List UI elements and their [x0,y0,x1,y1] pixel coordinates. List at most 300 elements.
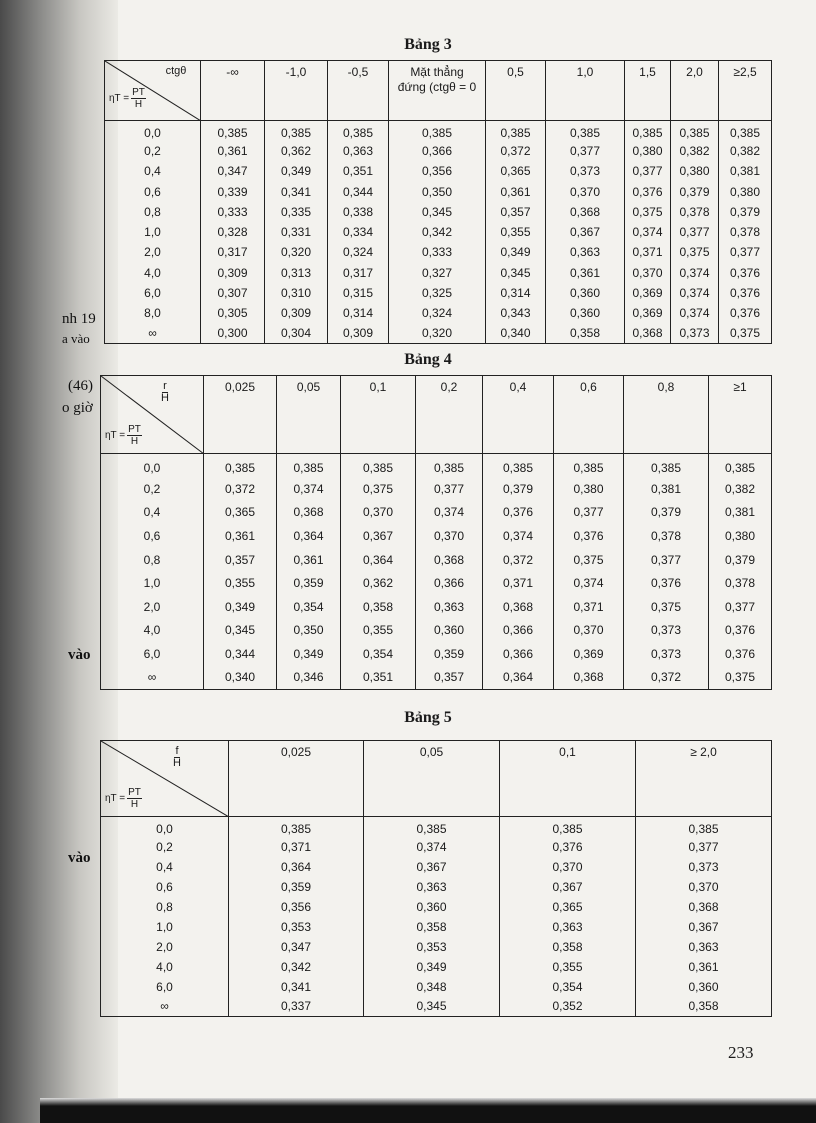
table3-row-label: 0,8 [105,202,201,222]
table3-cell: 0,331 [265,222,328,242]
table4-cell: 0,376 [624,571,709,595]
table3-cell: 0,351 [328,161,389,181]
table4-cell: 0,349 [204,595,277,619]
table3-cell: 0,366 [389,141,486,161]
table3-cell: 0,382 [719,141,772,161]
table5-cell: 0,364 [229,857,364,877]
table3-cell: 0,375 [719,323,772,343]
table3-cell: 0,385 [671,121,719,141]
table3-cell: 0,334 [328,222,389,242]
table3-cell: 0,324 [328,242,389,262]
table3-header: 2,0 [671,61,719,121]
table4-cell: 0,372 [483,548,554,572]
table4-cell: 0,372 [624,666,709,690]
table5-cell: 0,370 [636,877,772,897]
table3-cell: 0,320 [265,242,328,262]
table4-cell: 0,381 [709,501,772,525]
frac-denominator: H [130,436,139,447]
table3-cell: 0,368 [546,202,625,222]
table4-cell: 0,370 [554,619,624,643]
table3-row [105,202,772,222]
table4-cell: 0,372 [204,477,277,501]
table5-row [101,957,772,977]
table3-cell: 0,340 [486,323,546,343]
table3-row-label: 4,0 [105,263,201,283]
frac-denominator: H [130,799,139,810]
table5-cell: 0,354 [500,977,636,997]
table3-cell: 0,317 [328,263,389,283]
table5-caption: Bảng 5 [404,709,452,726]
table3-row-label: 1,0 [105,222,201,242]
table3-cell: 0,309 [201,263,265,283]
table5-cell: 0,385 [636,817,772,837]
table3-caption: Bảng 3 [404,36,452,53]
eta-label: ηT = [109,93,130,104]
table4-cell: 0,365 [204,501,277,525]
table3-cell: 0,307 [201,283,265,303]
table4-cell: 0,368 [277,501,341,525]
table3 [104,60,772,344]
table4-row [101,501,772,525]
table4-cell: 0,366 [483,642,554,666]
table3-cell: 0,309 [328,323,389,343]
table4-cell: 0,371 [554,595,624,619]
table3-cell: 0,344 [328,181,389,201]
table4-row-label: 0,6 [101,524,204,548]
table3-cell: 0,385 [625,121,671,141]
table3-cell: 0,355 [486,222,546,242]
table4-row-label: 2,0 [101,595,204,619]
table3-cell: 0,369 [625,283,671,303]
table5-header: 0,05 [364,741,500,817]
table4-cell: 0,374 [483,524,554,548]
table3-cell: 0,385 [486,121,546,141]
table5-cell: 0,358 [500,937,636,957]
table4-cell: 0,374 [277,477,341,501]
table4-cell: 0,350 [277,619,341,643]
table3-row-label: 2,0 [105,242,201,262]
margin-fragment: a vào [62,331,90,346]
table3-header: 1,0 [546,61,625,121]
table3-row [105,303,772,323]
table5-row [101,837,772,857]
frac-numerator: PT [132,87,145,98]
table4-header: 0,4 [483,376,554,454]
table3-header: -0,5 [328,61,389,121]
table3-cell: 0,305 [201,303,265,323]
table5-cell: 0,353 [229,917,364,937]
table3-header: ≥2,5 [719,61,772,121]
table3-cell: 0,377 [671,222,719,242]
table4-cell: 0,368 [416,548,483,572]
margin-fragment: nh 19 [62,311,96,327]
table4-cell: 0,381 [624,477,709,501]
table3-cell: 0,377 [719,242,772,262]
eta-label: ηT = [105,430,126,441]
table3-cell: 0,314 [328,303,389,323]
table3-cell: 0,357 [486,202,546,222]
table3-cell: 0,385 [265,121,328,141]
table5-cell: 0,360 [364,897,500,917]
table4-header: 0,6 [554,376,624,454]
table5-row [101,997,772,1017]
table3-cell: 0,341 [265,181,328,201]
table4-cell: 0,374 [416,501,483,525]
table5-cell: 0,361 [636,957,772,977]
table4-cell: 0,373 [624,619,709,643]
table5 [100,740,772,1017]
table3-cell: 0,313 [265,263,328,283]
table4-cell: 0,380 [554,477,624,501]
table3-header: Mặt thẳng đứng (ctgθ = 0 [389,61,486,121]
table4-header: 0,1 [341,376,416,454]
table4-cell: 0,385 [554,454,624,478]
table3-cell: 0,361 [201,141,265,161]
table3-cell: 0,369 [625,303,671,323]
table3-row-label: ∞ [105,323,201,343]
table4-cell: 0,375 [341,477,416,501]
table4-cell: 0,364 [341,548,416,572]
table5-row [101,877,772,897]
table3-cell: 0,363 [328,141,389,161]
table3-row [105,263,772,283]
table4-cell: 0,345 [204,619,277,643]
table3-cell: 0,363 [546,242,625,262]
table4-cell: 0,354 [277,595,341,619]
table3-cell: 0,372 [486,141,546,161]
table4-cell: 0,364 [277,524,341,548]
table4-cell: 0,377 [416,477,483,501]
table4 [100,375,772,690]
table4-row-label: ∞ [101,666,204,690]
table4-cell: 0,366 [483,619,554,643]
table3-cell: 0,379 [719,202,772,222]
table4-corner-bottom [105,424,142,447]
table4-cell: 0,375 [624,595,709,619]
table5-corner-top [171,745,181,769]
table5-cell: 0,376 [500,837,636,857]
table4-row [101,619,772,643]
table4-header: 0,8 [624,376,709,454]
table3-cell: 0,314 [486,283,546,303]
table3-cell: 0,373 [671,323,719,343]
table5-header: 0,025 [229,741,364,817]
table3-cell: 0,380 [625,141,671,161]
table4-cell: 0,366 [416,571,483,595]
table3-cell: 0,358 [546,323,625,343]
table3-row-label: 0,0 [105,121,201,141]
table3-cell: 0,300 [201,323,265,343]
table3-cell: 0,376 [719,283,772,303]
table4-cell: 0,359 [416,642,483,666]
table4-cell: 0,361 [204,524,277,548]
table5-corner-bottom [105,787,142,810]
margin-fragment: o giờ [62,400,93,416]
table3-header: -∞ [201,61,265,121]
table3-cell: 0,324 [389,303,486,323]
table3-cell: 0,361 [486,181,546,201]
table5-cell: 0,349 [364,957,500,977]
table4-cell: 0,340 [204,666,277,690]
table3-cell: 0,345 [486,263,546,283]
table3-cell: 0,380 [719,181,772,201]
table3-row-label: 0,2 [105,141,201,161]
table3-header: 0,5 [486,61,546,121]
table4-cell: 0,376 [709,619,772,643]
table3-cell: 0,385 [201,121,265,141]
table3-row [105,242,772,262]
table3-row [105,181,772,201]
table5-row [101,937,772,957]
table4-header: 0,025 [204,376,277,454]
table3-row [105,121,772,141]
frac-numerator: PT [128,424,141,435]
table4-cell: 0,376 [483,501,554,525]
table5-row-label: 0,0 [101,817,229,837]
page-bottom-shadow [40,1098,816,1123]
table4-row-label: 0,0 [101,454,204,478]
table4-row [101,642,772,666]
table3-cell: 0,339 [201,181,265,201]
table4-cell: 0,354 [341,642,416,666]
table5-row [101,897,772,917]
table4-cell: 0,385 [709,454,772,478]
frac-denominator: H [134,99,143,110]
table3-cell: 0,385 [328,121,389,141]
table3-cell: 0,378 [719,222,772,242]
table4-cell: 0,373 [624,642,709,666]
table3-cell: 0,379 [671,181,719,201]
table4-header: 0,05 [277,376,341,454]
table3-cell: 0,368 [625,323,671,343]
table4-header: ≥1 [709,376,772,454]
table4-row [101,524,772,548]
table3-cell: 0,327 [389,263,486,283]
table3-cell: 0,371 [625,242,671,262]
table4-cell: 0,357 [204,548,277,572]
table4-row [101,666,772,690]
table4-cell: 0,371 [483,571,554,595]
table5-row-label: 6,0 [101,977,229,997]
table4-cell: 0,385 [483,454,554,478]
table3-row-label: 0,4 [105,161,201,181]
table5-cell: 0,367 [500,877,636,897]
table5-cell: 0,342 [229,957,364,977]
table3-corner [105,61,201,121]
table3-cell: 0,385 [546,121,625,141]
table3-cell: 0,385 [719,121,772,141]
table5-row-label: 4,0 [101,957,229,977]
table4-cell: 0,380 [709,524,772,548]
table3-cell: 0,304 [265,323,328,343]
table4-cell: 0,377 [554,501,624,525]
table3-cell: 0,373 [546,161,625,181]
table3-cell: 0,356 [389,161,486,181]
table3-cell: 0,338 [328,202,389,222]
table3-cell: 0,325 [389,283,486,303]
table4-cell: 0,375 [709,666,772,690]
table4-cell: 0,377 [624,548,709,572]
table5-cell: 0,356 [229,897,364,917]
table5-cell: 0,385 [229,817,364,837]
table5-cell: 0,385 [364,817,500,837]
table5-cell: 0,377 [636,837,772,857]
table5-cell: 0,385 [500,817,636,837]
table3-cell: 0,376 [625,181,671,201]
table4-cell: 0,385 [341,454,416,478]
table5-cell: 0,373 [636,857,772,877]
table3-cell: 0,349 [486,242,546,262]
table5-cell: 0,367 [364,857,500,877]
table3-cell: 0,380 [671,161,719,181]
table3-cell: 0,347 [201,161,265,181]
table4-cell: 0,355 [204,571,277,595]
table3-cell: 0,362 [265,141,328,161]
table4-row-label: 0,8 [101,548,204,572]
margin-fragment: vào [68,647,91,663]
table3-cell: 0,328 [201,222,265,242]
table5-row-label: 0,8 [101,897,229,917]
table5-cell: 0,367 [636,917,772,937]
table4-cell: 0,377 [709,595,772,619]
table3-cell: 0,374 [671,263,719,283]
previous-page-edge [0,0,100,1123]
table4-corner [101,376,204,454]
margin-fragment: (46) [68,378,93,394]
table5-cell: 0,363 [500,917,636,937]
table5-cell: 0,365 [500,897,636,917]
table3-cell: 0,335 [265,202,328,222]
table3-cell: 0,374 [625,222,671,242]
table3-row-label: 0,6 [105,181,201,201]
table3-cell: 0,370 [546,181,625,201]
table5-cell: 0,370 [500,857,636,877]
table5-row-label: 0,4 [101,857,229,877]
table4-cell: 0,379 [709,548,772,572]
table4-corner-top [159,380,169,404]
table5-row-label: 0,6 [101,877,229,897]
table4-cell: 0,368 [554,666,624,690]
frac-numerator: f [175,745,179,757]
frac-denominator: H [173,757,181,769]
table3-row [105,283,772,303]
table3-cell: 0,317 [201,242,265,262]
table4-cell: 0,370 [416,524,483,548]
table4-cell: 0,355 [341,619,416,643]
table3-cell: 0,315 [328,283,389,303]
table5-row [101,917,772,937]
table3-header: -1,0 [265,61,328,121]
table5-cell: 0,358 [636,997,772,1017]
table3-cell: 0,350 [389,181,486,201]
table4-cell: 0,364 [483,666,554,690]
table4-cell: 0,376 [554,524,624,548]
table4-cell: 0,346 [277,666,341,690]
frac-denominator: H [161,392,169,404]
table4-row [101,595,772,619]
table4-row-label: 4,0 [101,619,204,643]
table5-cell: 0,352 [500,997,636,1017]
table5-cell: 0,360 [636,977,772,997]
table3-cell: 0,361 [546,263,625,283]
table5-cell: 0,371 [229,837,364,857]
table4-cell: 0,357 [416,666,483,690]
page-number: 233 [728,1043,754,1062]
table4-row [101,477,772,501]
table4-cell: 0,385 [204,454,277,478]
table3-cell: 0,309 [265,303,328,323]
table4-cell: 0,359 [277,571,341,595]
table4-row [101,454,772,478]
table4-cell: 0,344 [204,642,277,666]
table3-cell: 0,385 [389,121,486,141]
table5-header: 0,1 [500,741,636,817]
table5-cell: 0,358 [364,917,500,937]
table3-cell: 0,333 [389,242,486,262]
table3-cell: 0,375 [671,242,719,262]
table3-cell: 0,377 [546,141,625,161]
table3-cell: 0,310 [265,283,328,303]
table4-caption: Bảng 4 [404,351,452,368]
eta-label: ηT = [105,793,126,804]
table3-cell: 0,345 [389,202,486,222]
table3-cell: 0,374 [671,303,719,323]
table4-header: 0,2 [416,376,483,454]
table5-cell: 0,353 [364,937,500,957]
table4-cell: 0,367 [341,524,416,548]
table3-row [105,323,772,343]
table4-row [101,571,772,595]
table3-cell: 0,360 [546,283,625,303]
table5-row-label: 1,0 [101,917,229,937]
table4-cell: 0,382 [709,477,772,501]
table4-cell: 0,379 [624,501,709,525]
table3-cell: 0,370 [625,263,671,283]
table3-row-label: 8,0 [105,303,201,323]
table4-row-label: 1,0 [101,571,204,595]
table5-row [101,817,772,837]
table3-row [105,161,772,181]
table4-cell: 0,385 [277,454,341,478]
table5-row [101,857,772,877]
table3-cell: 0,342 [389,222,486,242]
table5-cell: 0,337 [229,997,364,1017]
table5-row-label: 0,2 [101,837,229,857]
table3-cell: 0,333 [201,202,265,222]
table5-cell: 0,345 [364,997,500,1017]
table4-cell: 0,379 [483,477,554,501]
table5-cell: 0,347 [229,937,364,957]
table3-cell: 0,374 [671,283,719,303]
table4-cell: 0,361 [277,548,341,572]
table3-corner-bottom [109,87,146,110]
table5-cell: 0,368 [636,897,772,917]
table4-cell: 0,358 [341,595,416,619]
table3-cell: 0,375 [625,202,671,222]
table5-cell: 0,363 [364,877,500,897]
table3-cell: 0,382 [671,141,719,161]
table4-cell: 0,368 [483,595,554,619]
table5-corner [101,741,229,817]
table3-cell: 0,378 [671,202,719,222]
table4-cell: 0,363 [416,595,483,619]
table3-cell: 0,343 [486,303,546,323]
table4-cell: 0,378 [709,571,772,595]
table3-cell: 0,376 [719,263,772,283]
table5-header: ≥ 2,0 [636,741,772,817]
table3-cell: 0,360 [546,303,625,323]
table4-row-label: 0,2 [101,477,204,501]
